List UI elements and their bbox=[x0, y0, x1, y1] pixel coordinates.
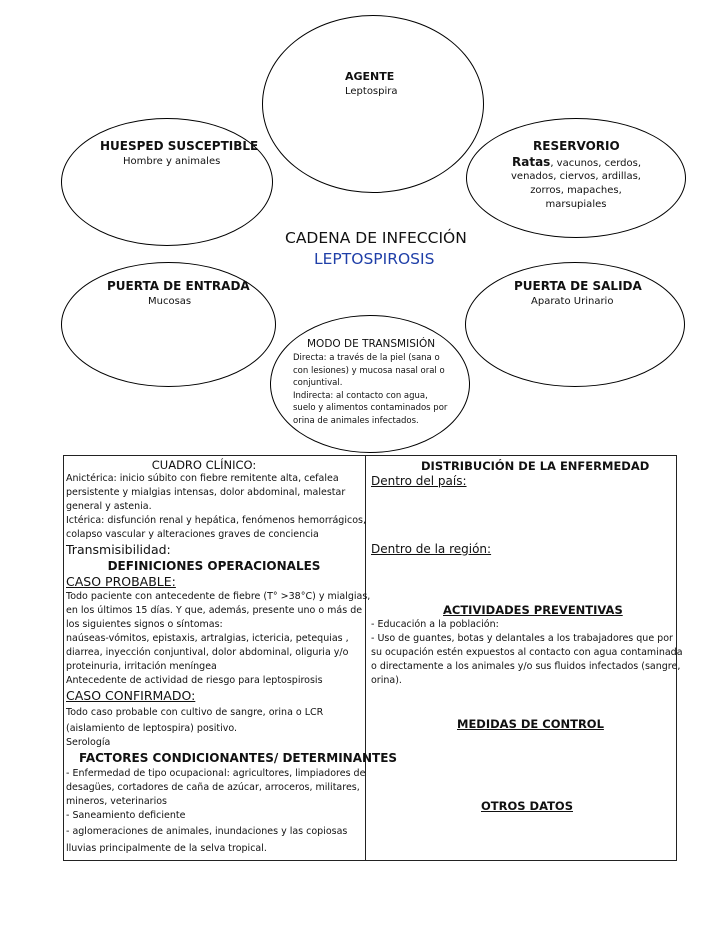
probable-line: proteinuria, irritación meníngea bbox=[66, 661, 217, 672]
salida-title: PUERTA DE SALIDA bbox=[514, 279, 642, 293]
factores-title: FACTORES CONDICIONANTES/ DETERMINANTES bbox=[79, 751, 398, 765]
cuadro-line: colapso vascular y alteraciones graves de conciencia bbox=[66, 529, 319, 540]
factores-line: - aglomeraciones de animales, inundaciones y las copiosas bbox=[66, 826, 348, 837]
factores-line: mineros, veterinarios bbox=[66, 796, 167, 807]
actividades-line: - Educación a la población: bbox=[371, 619, 499, 630]
confirmado-line: Serología bbox=[66, 737, 111, 748]
cuadro-line: persistente y mialgias intensas, dolor abdominal, malestar bbox=[66, 487, 346, 498]
actividades-text bbox=[371, 618, 683, 688]
actividades-line: o directamente a los animales y/o sus fluidos infectados (sangre, bbox=[371, 661, 681, 672]
factores-line: - Enfermedad de tipo ocupacional: agricultores, limpiadores de bbox=[66, 768, 366, 779]
reservorio-title: RESERVORIO bbox=[533, 139, 620, 153]
cuadro-clinico-title: CUADRO CLÍNICO: bbox=[151, 458, 257, 472]
modo-line: Indirecta: al contacto con agua, bbox=[293, 390, 428, 401]
reservorio-line1 bbox=[512, 155, 641, 169]
distribucion-title: DISTRIBUCIÓN DE LA ENFERMEDAD bbox=[421, 459, 650, 473]
huesped-text: Hombre y animales bbox=[123, 156, 221, 167]
agente-title: AGENTE bbox=[345, 70, 395, 83]
reservorio-line3: zorros, mapaches, bbox=[530, 185, 622, 196]
agente-ellipse bbox=[262, 15, 484, 193]
actividades-title: ACTIVIDADES PREVENTIVAS bbox=[443, 603, 623, 617]
probable-line: Antecedente de actividad de riesgo para leptospirosis bbox=[66, 675, 323, 686]
probable-line: en los últimos 15 días. Y que, además, presente uno o más de bbox=[66, 605, 363, 616]
reservorio-bold-word: Ratas bbox=[512, 155, 551, 169]
probable-line: diarrea, inyección conjuntival, dolor abdominal, oliguria y/o bbox=[66, 647, 349, 658]
agente-text: Leptospira bbox=[345, 86, 398, 97]
left-column bbox=[66, 458, 398, 857]
huesped-ellipse bbox=[61, 118, 273, 246]
factores-line: - Saneamiento deficiente bbox=[66, 810, 186, 821]
probable-line: los siguientes signos o síntomas: bbox=[66, 619, 223, 630]
huesped-title: HUESPED SUSCEPTIBLE bbox=[100, 139, 259, 153]
factores-line: desagües, cortadores de caña de azúcar, arroceros, militares, bbox=[66, 782, 360, 793]
modo-line: orina de animales infectados. bbox=[293, 415, 419, 426]
probable-line: naúseas-vómitos, epistaxis, artralgias, ictericia, petequias , bbox=[66, 633, 349, 644]
modo-line: Directa: a través de la piel (sana o bbox=[293, 353, 440, 363]
reservorio-line1-rest: , vacunos, cerdos, bbox=[550, 158, 642, 169]
confirmado-line: Todo caso probable con cultivo de sangre, orina o LCR bbox=[66, 707, 324, 718]
actividades-line: orina). bbox=[371, 675, 402, 686]
caso-probable-title: CASO PROBABLE: bbox=[66, 574, 176, 589]
modo-line: con lesiones) y mucosa nasal oral o bbox=[293, 365, 445, 376]
center-subtitle: LEPTOSPIROSIS bbox=[314, 250, 435, 268]
otros-datos-title: OTROS DATOS bbox=[481, 799, 573, 813]
cuadro-line: Ictérica: disfunción renal y hepática, fenómenos hemorrágicos, bbox=[66, 515, 366, 526]
factores-line: lluvias principalmente de la selva tropical. bbox=[66, 843, 267, 854]
modo-line: conjuntival. bbox=[293, 378, 343, 388]
actividades-line: - Uso de guantes, botas y delantales a los trabajadores que por bbox=[371, 633, 673, 644]
confirmado-line: (aislamiento de leptospira) positivo. bbox=[66, 723, 237, 734]
actividades-line: su ocupación estén expuestos al contacto con agua contaminada bbox=[371, 647, 683, 658]
salida-text: Aparato Urinario bbox=[531, 296, 614, 307]
dentro-del-pais: Dentro del país: bbox=[371, 474, 467, 488]
dentro-de-la-region: Dentro de la región: bbox=[371, 542, 492, 556]
modo-text bbox=[293, 352, 447, 427]
modo-line: suelo y alimentos contaminados por bbox=[293, 403, 448, 413]
caso-confirmado-title: CASO CONFIRMADO: bbox=[66, 688, 196, 703]
entrada-title: PUERTA DE ENTRADA bbox=[107, 279, 250, 293]
probable-line: Todo paciente con antecedente de fiebre (T° >38°C) y mialgias, bbox=[66, 591, 371, 602]
cuadro-line: general y astenia. bbox=[66, 501, 152, 512]
cuadro-line: Anictérica: inicio súbito con fiebre remitente alta, cefalea bbox=[66, 473, 339, 484]
reservorio-line2: venados, ciervos, ardillas, bbox=[511, 171, 641, 182]
definiciones-title: DEFINICIONES OPERACIONALES bbox=[107, 559, 321, 573]
center-title: CADENA DE INFECCIÓN bbox=[285, 229, 467, 247]
modo-title: MODO DE TRANSMISIÓN bbox=[307, 338, 436, 350]
reservorio-line4: marsupiales bbox=[545, 199, 607, 210]
transmisibilidad-label: Transmisibilidad: bbox=[66, 542, 171, 557]
entrada-text: Mucosas bbox=[148, 296, 192, 307]
medidas-title: MEDIDAS DE CONTROL bbox=[457, 717, 604, 731]
